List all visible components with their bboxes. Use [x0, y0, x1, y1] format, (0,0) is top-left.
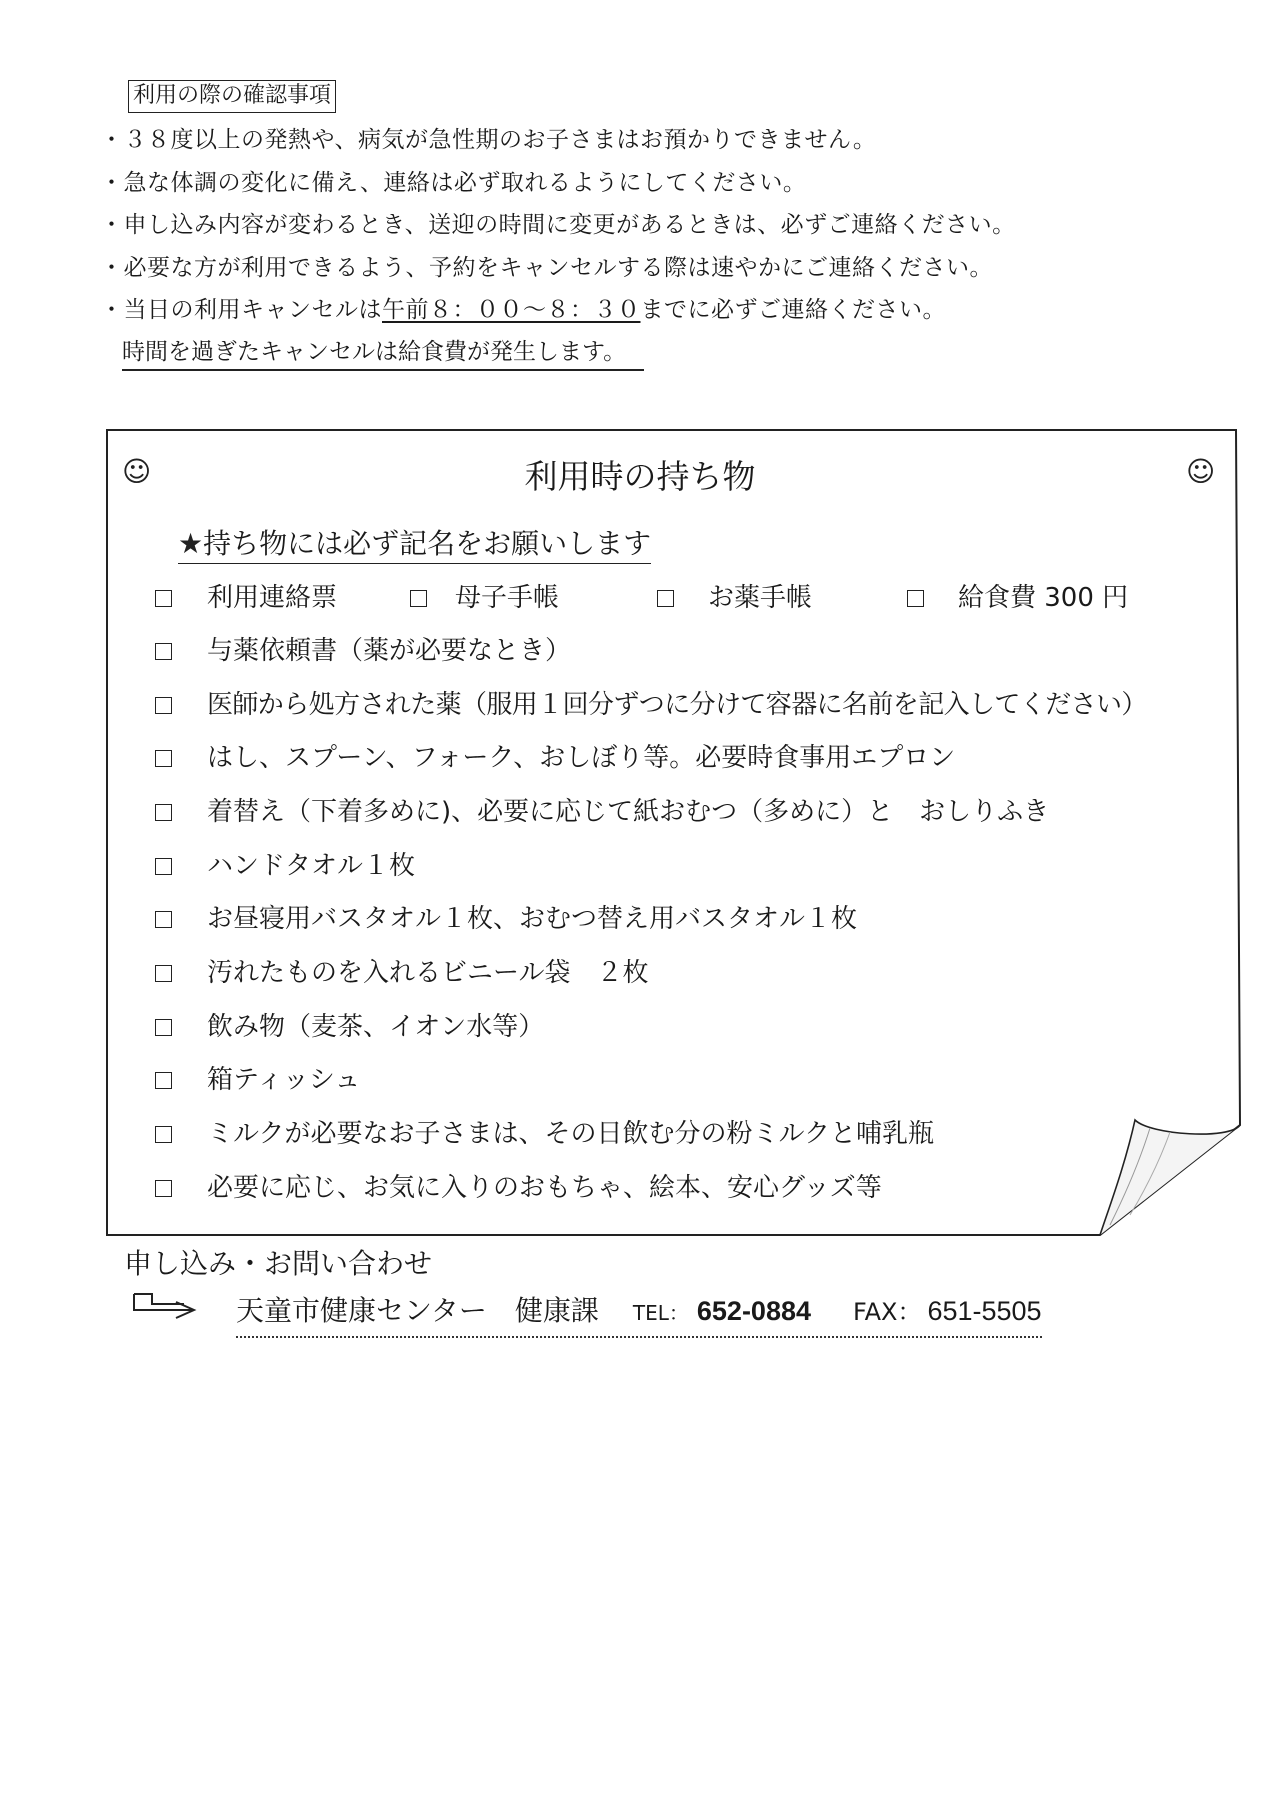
- checkbox-icon: [155, 697, 172, 714]
- item-label: 与薬依頼書（薬が必要なとき）: [207, 636, 572, 666]
- contact-label: 申し込み・お問い合わせ: [124, 1247, 433, 1280]
- cancel-fee-warning: 時間を過ぎたキャンセルは給食費が発生します。: [122, 337, 644, 371]
- checkbox-icon: [907, 590, 924, 607]
- checklist-item: [155, 689, 1147, 721]
- tel-number: 652-0884: [696, 1296, 811, 1326]
- notice-cancel-after: までに必ずご連絡ください。: [640, 297, 946, 323]
- fax-label: FAX：: [853, 1298, 922, 1326]
- item-label: 必要に応じ、お気に入りのおもちゃ、絵本、安心グッズ等: [207, 1173, 882, 1203]
- notice-line: ・３８度以上の発熱や、病気が急性期のお子さまはお預かりできません。: [100, 127, 877, 153]
- checklist-item: [155, 1064, 360, 1096]
- checklist-item: [155, 742, 955, 774]
- belongings-title: 利用時の持ち物: [524, 457, 756, 496]
- smiley-icon: ☺: [1186, 455, 1216, 488]
- checklist-item: [155, 796, 1049, 828]
- notice-cancel-before: ・当日の利用キャンセルは: [100, 297, 382, 323]
- notice-line: ・申し込み内容が変わるとき、送迎の時間に変更があるときは、必ずご連絡ください。: [100, 212, 1016, 238]
- checkbox-icon: [155, 1180, 172, 1197]
- item-label: ハンドタオル１枚: [207, 851, 416, 881]
- checkbox-icon: [155, 1072, 172, 1089]
- tel-label: TEL：: [632, 1301, 689, 1325]
- checkbox-icon: [155, 750, 172, 767]
- item-label: 飲み物（麦茶、イオン水等）: [207, 1012, 545, 1042]
- item-label: ミルクが必要なお子さまは、その日飲む分の粉ミルクと哺乳瓶: [207, 1119, 934, 1149]
- contact-org: 天童市健康センター 健康課: [236, 1294, 599, 1327]
- checkbox-icon: [155, 858, 172, 875]
- checklist-item: [155, 1118, 934, 1150]
- checklist-item: [410, 582, 559, 614]
- checklist-item: [155, 850, 415, 882]
- checkbox-icon: [155, 965, 172, 982]
- smiley-icon: ☺: [122, 455, 152, 488]
- checklist-item: [155, 1011, 544, 1043]
- item-label: 母子手帳: [455, 583, 560, 613]
- item-label: お昼寝用バスタオル１枚、おむつ替え用バスタオル１枚: [207, 904, 858, 934]
- contact-line: [132, 1290, 1042, 1338]
- star-icon: ★: [178, 527, 204, 560]
- item-label: 利用連絡票: [207, 583, 338, 613]
- item-label: 着替え（下着多めに)、必要に応じて紙おむつ（多めに）と おしりふき: [207, 797, 1050, 827]
- contact-details: [236, 1292, 1042, 1338]
- item-label: 箱ティッシュ: [207, 1065, 361, 1095]
- item-label: お薬手帳: [708, 583, 813, 613]
- checklist-item: [155, 582, 337, 614]
- checkbox-icon: [410, 590, 427, 607]
- note-text: 持ち物には必ず記名をお願いします: [203, 527, 652, 560]
- notice-line: ・必要な方が利用できるよう、予約をキャンセルする際は速やかにご連絡ください。: [100, 255, 993, 281]
- checklist-item: [155, 903, 857, 935]
- checkbox-icon: [657, 590, 674, 607]
- checkbox-icon: [155, 804, 172, 821]
- arrow-right-icon: [132, 1290, 210, 1320]
- checkbox-icon: [155, 590, 172, 607]
- checkbox-icon: [155, 1019, 172, 1036]
- checklist-item: [907, 582, 1128, 614]
- item-label: はし、スプーン、フォーク、おしぼり等。必要時食事用エプロン: [207, 743, 956, 773]
- checklist-item: [155, 635, 571, 667]
- confirm-heading: 利用の際の確認事項: [128, 80, 336, 113]
- checklist-item: [657, 582, 812, 614]
- item-label: 医師から処方された薬（服用１回分ずつに分けて容器に名前を記入してください）: [207, 690, 1147, 720]
- checklist-item: [155, 1172, 882, 1204]
- fax-number: 651-5505: [927, 1296, 1042, 1326]
- checkbox-icon: [155, 1126, 172, 1143]
- checkbox-icon: [155, 911, 172, 928]
- item-label: 汚れたものを入れるビニール袋 ２枚: [207, 958, 649, 988]
- label-name-note: [178, 527, 651, 564]
- checklist-item: [155, 957, 648, 989]
- item-label: 給食費 300 円: [958, 583, 1129, 613]
- notice-cancel-time: 午前８：００～８：３０: [382, 297, 641, 323]
- notice-line: ・急な体調の変化に備え、連絡は必ず取れるようにしてください。: [100, 170, 807, 196]
- checkbox-icon: [155, 643, 172, 660]
